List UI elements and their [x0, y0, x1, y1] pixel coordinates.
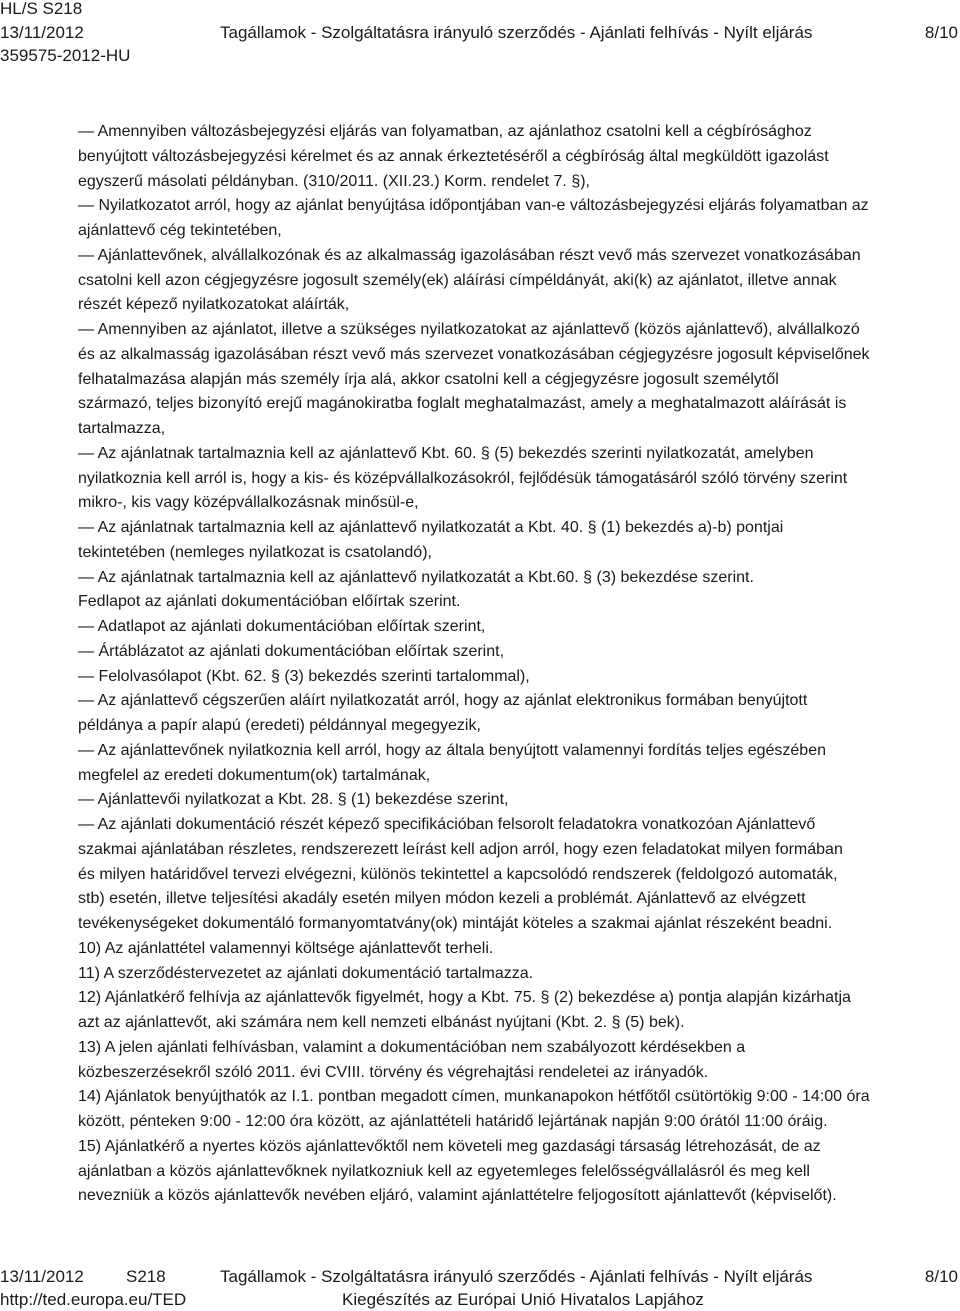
body-line: és milyen határidővel tervezi elvégezni, különös tekintettel a kapcsolódó rendszerek (feldolgozó automaták,: [78, 865, 838, 883]
body-line: megfelel az eredeti dokumentum(ok) tartalmának,: [78, 766, 431, 784]
body-line: benyújtott változásbejegyzési kérelmet és az annak érkeztetéséről a cégbíróság által megküldött igazolást: [78, 147, 829, 165]
body-line: — Az ajánlatnak tartalmaznia kell az ajánlattevő nyilatkozatát a Kbt. 40. § (1) bekezdés a)-b) pontjai: [78, 519, 784, 536]
body-line: — Az ajánlatnak tartalmaznia kell az ajánlattevő nyilatkozatát a Kbt.60. § (3) bekezdése szerint.: [78, 568, 754, 586]
body-line: — Nyilatkozatot arról, hogy az ajánlat benyújtása időpontjában van-e változásbejegyzési eljárás folyamatban az: [78, 197, 869, 215]
body-line: mikro-, kis vagy középvállalkozásnak minősül-e,: [78, 494, 419, 512]
body-line: ajánlatban a közös ajánlattevőknek nyilatkozniuk kell az egyetemleges felelősségvállalásról és meg kell: [78, 1162, 810, 1180]
body-line: 14) Ajánlatok benyújthatók az I.1. pontban megadott címen, munkanapokon hétfőtől csütörtökig 9:00 - 14:00 óra: [78, 1088, 870, 1106]
body-line: azt az ajánlattevőt, aki számára nem kell nemzeti elbánást nyújtani (Kbt. 2. § (5) bek).: [78, 1014, 685, 1031]
footer-publisher: Kiegészítés az Európai Unió Hivatalos Lapjához: [342, 1290, 704, 1309]
body-line: nyilatkoznia kell arról is, hogy a kis- és középvállalkozásokról, fejlődésük támogatásáról szóló törvény szerint: [78, 469, 848, 487]
page-header: [0, 0, 960, 70]
body-line: — Az ajánlattevőnek nyilatkoznia kell arról, hogy az általa benyújtott valamennyi fordítás teljes egészében: [78, 741, 826, 759]
body-line: tekintetében (nemleges nyilatkozat is csatolandó),: [78, 543, 432, 561]
journal-code: HL/S S218: [0, 0, 83, 18]
body-line: — Az ajánlattevő cégszerűen aláírt nyilatkozatát arról, hogy az ajánlat elektronikus formában benyújtott: [78, 692, 808, 710]
body-line: — Amennyiben változásbejegyzési eljárás van folyamatban, az ajánlathoz csatolni kell a cégbírósághoz: [78, 123, 812, 140]
body-line: ajánlattevő cég tekintetében,: [78, 222, 282, 239]
notice-id: 359575-2012-HU: [0, 46, 131, 65]
body-line: nevezniük a közös ajánlattevők nevében eljáró, valamint ajánlattételre feljogosított ajánlattevőt (képviselőt).: [78, 1187, 837, 1205]
body-line: 13) A jelen ajánlati felhívásban, valamint a dokumentációban nem szabályozott kérdésekben a: [78, 1038, 746, 1056]
body-line: — Az ajánlati dokumentáció részét képező specifikációban felsorolt feladatokra vonatkozóan Ajánlattevő: [78, 816, 816, 833]
body-line: tartalmazza,: [78, 420, 166, 437]
footer-url: http://ted.europa.eu/TED: [0, 1290, 187, 1309]
body-line: — Ajánlattevőnek, alvállalkozónak és az alkalmasság igazolásában részt vevő más szervezet vonatkozásában: [78, 246, 861, 264]
body-line: 10) Az ajánlattétel valamennyi költsége ajánlattevőt terheli.: [78, 939, 494, 957]
body-line: között, pénteken 9:00 - 12:00 óra között, az ajánlattételi határidő lejártának napján 9:00 órától 11:00 óráig.: [78, 1113, 828, 1130]
body-line: — Adatlapot az ajánlati dokumentációban előírtak szerint,: [78, 618, 486, 635]
header-title: Tagállamok - Szolgáltatásra irányuló szerződés - Ajánlati felhívás - Nyílt eljárás: [220, 23, 813, 42]
body-line: — Az ajánlatnak tartalmaznia kell az ajánlattevő Kbt. 60. § (5) bekezdés szerinti nyilatkozatát, amelyben: [78, 444, 814, 462]
body-line: szakmai ajánlatában részletes, rendszerezett leírást kell adjon arról, hogy ezen feladatokat milyen formában: [78, 840, 843, 858]
body-line: részét képező nyilatkozatokat aláírták,: [78, 296, 350, 314]
page-footer: [0, 1266, 960, 1311]
body-line: 11) A szerződéstervezetet az ajánlati dokumentáció tartalmazza.: [78, 964, 534, 982]
body-line: származó, teljes bizonyító erejű magánokiratba foglalt meghatalmazást, amely a meghatalmazott aláírását is: [78, 395, 847, 413]
body-line: példánya a papír alapú (eredeti) példánnyal megegyezik,: [78, 717, 481, 734]
body-line: felhatalmazása alapján más személy írja alá, akkor csatolni kell a cégjegyzésre jogosult személytől: [78, 370, 779, 388]
footer-date: 13/11/2012: [0, 1267, 84, 1286]
header-date: 13/11/2012: [0, 23, 84, 42]
body-line: közbeszerzésekről szóló 2011. évi CVIII. törvény és végrehajtási rendeletei az irányadók.: [78, 1063, 709, 1081]
body-line: — Ajánlattevői nyilatkozat a Kbt. 28. § (1) bekezdése szerint,: [78, 791, 509, 809]
header-page-number: 8/10: [924, 23, 958, 42]
body-line: egyszerű másolati példányban. (310/2011. (XII.23.) Korm. rendelet 7. §),: [78, 172, 590, 190]
document-body: [78, 120, 958, 1209]
body-line: — Amennyiben az ajánlatot, illetve a szükséges nyilatkozatokat az ajánlattevő (közös ajánlattevő), alvállalkozó: [78, 321, 860, 338]
footer-title: Tagállamok - Szolgáltatásra irányuló szerződés - Ajánlati felhívás - Nyílt eljárás: [220, 1267, 813, 1286]
body-line: — Felolvasólapot (Kbt. 62. § (3) bekezdés szerinti tartalommal),: [78, 667, 530, 685]
body-line: 15) Ajánlatkérő a nyertes közös ajánlattevőktől nem követeli meg gazdasági társaság létrehozását, de az: [78, 1137, 821, 1155]
body-line: 12) Ajánlatkérő felhívja az ajánlattevők figyelmét, hogy a Kbt. 75. § (2) bekezdése a) pontja alapján kizárhatja: [78, 989, 851, 1007]
footer-page-number: 8/10: [924, 1267, 958, 1286]
body-line: Fedlapot az ajánlati dokumentációban előírtak szerint.: [78, 593, 461, 611]
body-line: és az alkalmasság igazolásában részt vevő más szervezet vonatkozásában cégjegyzésre jogosult képviselőnek: [78, 345, 870, 363]
body-line: csatolni kell azon cégjegyzésre jogosult személy(ek) aláírási címpéldányát, aki(k) az ajánlatot, illetve annak: [78, 271, 837, 289]
body-line: tevékenységeket dokumentáló formanyomtatvány(ok) mintáját köteles a szakmai ajánlat részeként beadni.: [78, 915, 833, 932]
body-line: stb) esetén, illetve teljesítési akadály esetén milyen módon kezeli a problémát. Ajánlattevő az elvégzett: [78, 890, 806, 908]
footer-issue: S218: [126, 1267, 166, 1286]
body-line: — Ártáblázatot az ajánlati dokumentációban előírtak szerint,: [78, 642, 505, 660]
